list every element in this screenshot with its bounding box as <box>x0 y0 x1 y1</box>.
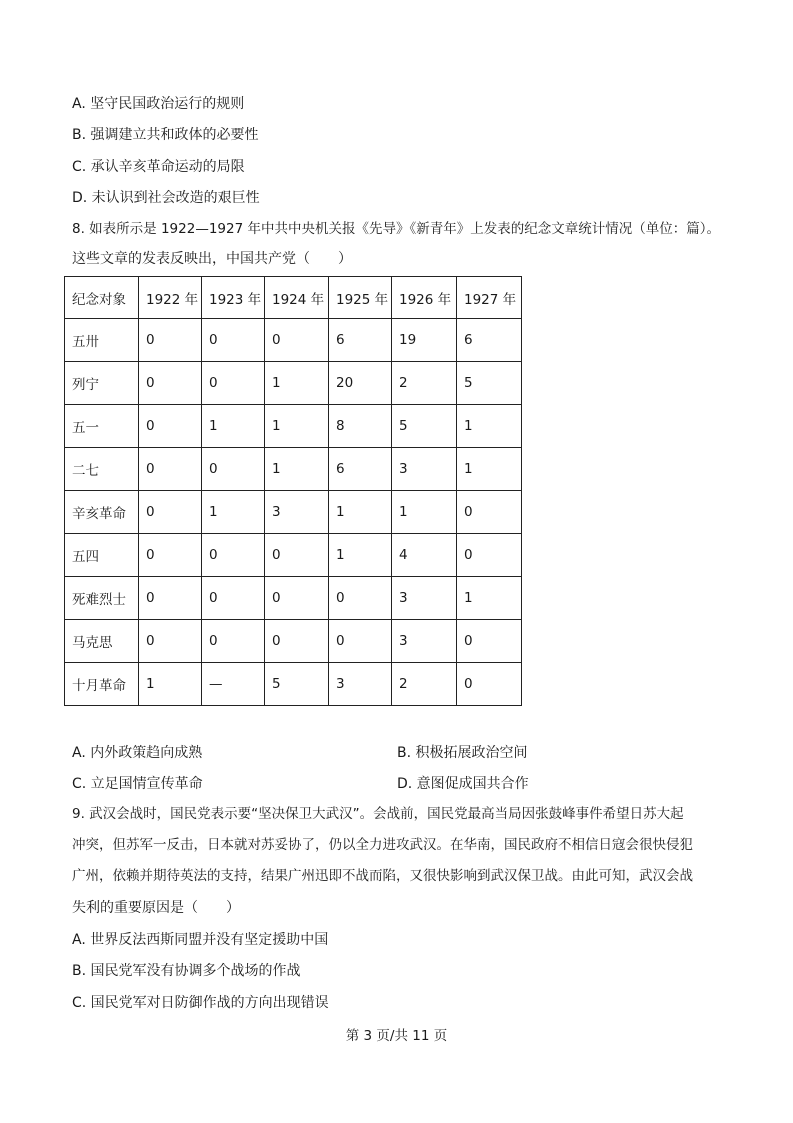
table-cell: 0 <box>265 620 329 663</box>
table-cell: 0 <box>139 491 202 534</box>
header-cell: 1927 年 <box>457 277 522 319</box>
q9-stem-line-2: 冲突，但苏军一反击，日本就对苏妥协了，仍以全力进攻武汉。在华南，国民政府不相信日寇会很快侵犯 <box>72 837 693 853</box>
table-cell: 0 <box>202 362 265 405</box>
table-cell: 8 <box>329 405 392 448</box>
table-row <box>65 319 522 362</box>
page-number-footer: 第 3 页/共 11 页 <box>345 1028 448 1044</box>
table-cell: 0 <box>202 620 265 663</box>
table-cell: 二七 <box>65 448 139 491</box>
q9-option-c: C. 国民党军对日防御作战的方向出现错误 <box>72 995 329 1011</box>
table-row <box>65 491 522 534</box>
table-cell: 6 <box>457 319 522 362</box>
table-cell: 1 <box>202 491 265 534</box>
table-cell: 1 <box>457 577 522 620</box>
table-row <box>65 663 522 706</box>
table-cell: 五卅 <box>65 319 139 362</box>
table-cell: 0 <box>139 362 202 405</box>
table-cell: 死难烈士 <box>65 577 139 620</box>
table-cell: 0 <box>202 534 265 577</box>
q9-option-a: A. 世界反法西斯同盟并没有坚定援助中国 <box>72 932 329 948</box>
q7-option-d: D. 未认识到社会改造的艰巨性 <box>72 190 260 206</box>
q7-option-b: B. 强调建立共和政体的必要性 <box>72 127 259 143</box>
table-cell: 1 <box>139 663 202 706</box>
table-cell: 4 <box>392 534 457 577</box>
table-cell: 5 <box>265 663 329 706</box>
table-row <box>65 534 522 577</box>
table-cell: 十月革命 <box>65 663 139 706</box>
table-cell: 3 <box>392 620 457 663</box>
header-cell: 1923 年 <box>202 277 265 319</box>
q8-option-d: D. 意图促成国共合作 <box>397 776 529 792</box>
table-cell: 辛亥革命 <box>65 491 139 534</box>
table-cell: 列宁 <box>65 362 139 405</box>
table-cell: 1 <box>265 405 329 448</box>
table-cell: 0 <box>329 577 392 620</box>
q9-stem-line-4: 失利的重要原因是（ ） <box>72 900 240 916</box>
header-cell: 1926 年 <box>392 277 457 319</box>
header-cell: 纪念对象 <box>65 277 139 319</box>
table-cell: 3 <box>329 663 392 706</box>
q8-stem-line-2: 这些文章的发表反映出，中国共产党（ ） <box>72 251 352 267</box>
table-row <box>65 577 522 620</box>
table-cell: 2 <box>392 362 457 405</box>
q9-stem-line-3: 广州，依赖并期待英法的支持，结果广州迅即不战而陷，又很快影响到武汉保卫战。由此可知，武汉会战 <box>72 868 693 884</box>
table-cell: 5 <box>457 362 522 405</box>
table-cell: 0 <box>265 577 329 620</box>
table-cell: 0 <box>457 620 522 663</box>
table-cell: 0 <box>202 448 265 491</box>
table-cell: 5 <box>392 405 457 448</box>
table-cell: 五一 <box>65 405 139 448</box>
q8-statistics-table <box>64 276 522 706</box>
header-cell: 1924 年 <box>265 277 329 319</box>
table-cell: 3 <box>265 491 329 534</box>
table-cell: 0 <box>265 319 329 362</box>
table-cell: 五四 <box>65 534 139 577</box>
table-cell: 1 <box>392 491 457 534</box>
table-cell: 0 <box>202 319 265 362</box>
table-header-row <box>65 277 522 319</box>
q9-stem-line-1: 9. 武汉会战时，国民党表示要“坚决保卫大武汉”。会战前，国民党最高当局因张鼓峰事件希望日苏大起 <box>72 806 684 822</box>
table-cell: 马克思 <box>65 620 139 663</box>
q7-option-c: C. 承认辛亥革命运动的局限 <box>72 159 245 175</box>
q9-option-b: B. 国民党军没有协调多个战场的作战 <box>72 963 301 979</box>
table-cell: 0 <box>139 577 202 620</box>
table-cell: — <box>202 663 265 706</box>
q8-option-a: A. 内外政策趋向成熟 <box>72 745 203 761</box>
table-cell: 20 <box>329 362 392 405</box>
table-row <box>65 620 522 663</box>
table-cell: 6 <box>329 319 392 362</box>
table-cell: 1 <box>457 405 522 448</box>
table-cell: 0 <box>329 620 392 663</box>
table-cell: 3 <box>392 448 457 491</box>
table-cell: 1 <box>265 362 329 405</box>
table-row <box>65 448 522 491</box>
header-cell: 1925 年 <box>329 277 392 319</box>
table-cell: 1 <box>457 448 522 491</box>
table-cell: 0 <box>139 534 202 577</box>
q8-stem-line-1: 8. 如表所示是 1922—1927 年中共中央机关报《先导》《新青年》上发表的纪念文章统计情况（单位：篇）。 <box>72 221 720 237</box>
table-cell: 0 <box>265 534 329 577</box>
table-cell: 6 <box>329 448 392 491</box>
q8-option-b: B. 积极拓展政治空间 <box>397 745 528 761</box>
table-cell: 0 <box>139 405 202 448</box>
table-cell: 0 <box>457 534 522 577</box>
header-cell: 1922 年 <box>139 277 202 319</box>
table-cell: 1 <box>329 534 392 577</box>
table-cell: 3 <box>392 577 457 620</box>
table-cell: 1 <box>202 405 265 448</box>
table-cell: 2 <box>392 663 457 706</box>
q7-option-a: A. 坚守民国政治运行的规则 <box>72 96 245 112</box>
table-cell: 19 <box>392 319 457 362</box>
table-cell: 1 <box>329 491 392 534</box>
table-cell: 0 <box>457 663 522 706</box>
table-row <box>65 405 522 448</box>
table-cell: 0 <box>139 319 202 362</box>
table-cell: 1 <box>265 448 329 491</box>
table-cell: 0 <box>139 448 202 491</box>
q8-option-c: C. 立足国情宣传革命 <box>72 776 203 792</box>
table-cell: 0 <box>139 620 202 663</box>
table-cell: 0 <box>457 491 522 534</box>
table-row <box>65 362 522 405</box>
table-cell: 0 <box>202 577 265 620</box>
